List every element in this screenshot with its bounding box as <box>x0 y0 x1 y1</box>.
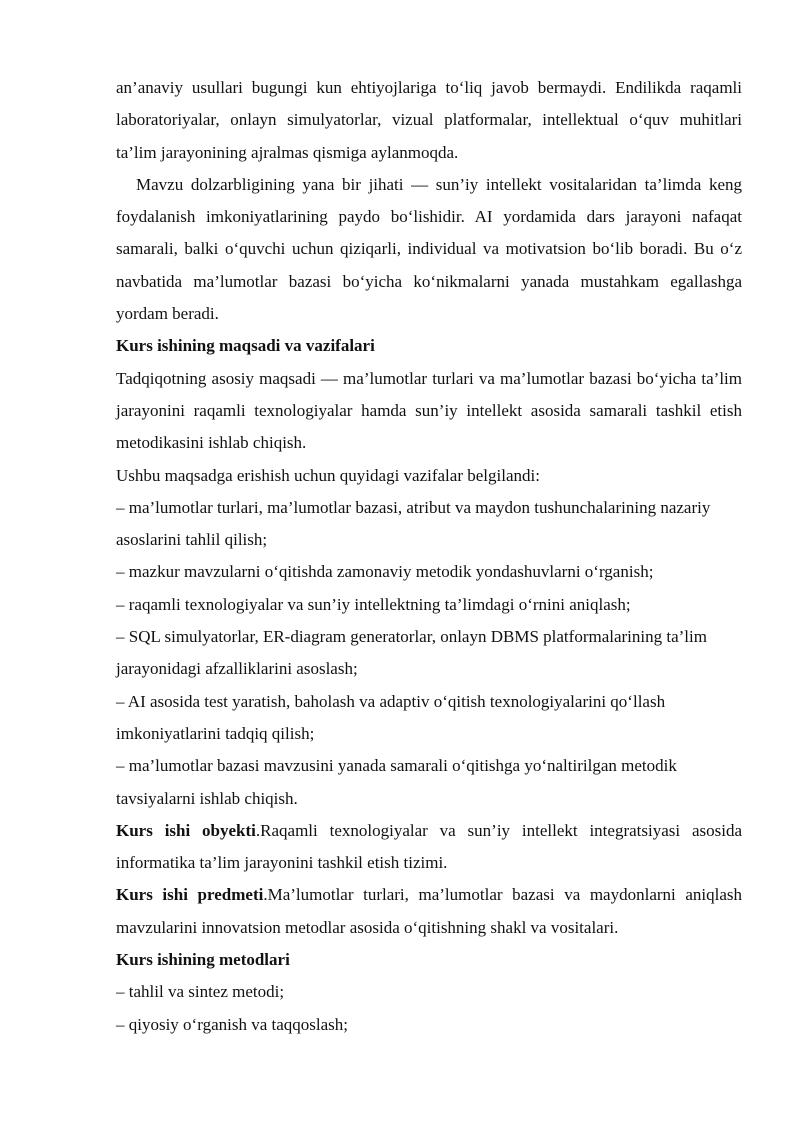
task-item: – ma’lumotlar bazasi mavzusini yanada samarali o‘qitishga yo‘naltirilgan metodik tavsiyalarni ishlab chiqish. <box>116 756 677 808</box>
paragraph-object <box>116 815 742 880</box>
task-item: – mazkur mavzularni o‘qitishda zamonaviy metodik yondashuvlarni o‘rganish; <box>116 562 654 582</box>
paragraph-goal: Tadqiqotning asosiy maqsadi — ma’lumotlar turlari va ma’lumotlar bazasi bo‘yicha ta’lim jarayonini raqamli texnologiyalar hamda sun’iy intellekt asosida samarali tashkil etish metodikasini ishlab chiqish. <box>116 368 742 453</box>
heading-goals: Kurs ishining maqsadi va vazifalari <box>116 336 375 356</box>
paragraph-intro: an’anaviy usullari bugungi kun ehtiyojlariga to‘liq javob bermaydi. Endilikda raqamli laboratoriyalar, onlayn simulyatorlar, vizual platformalar, intellektual o‘quv muhitlari ta’lim jarayonining ajralmas qismiga aylanmoqda. <box>116 78 742 162</box>
task-item: – raqamli texnologiyalar va sun’iy intellektning ta’limdagi o‘rnini aniqlash; <box>116 594 631 614</box>
task-item: – SQL simulyatorlar, ER-diagram generatorlar, onlayn DBMS platformalarining ta’lim jarayonidagi afzalliklarini asoslash; <box>116 627 707 679</box>
object-label: Kurs ishi obyekti <box>116 820 256 840</box>
subject-label: Kurs ishi predmeti <box>116 885 264 905</box>
heading-methods: Kurs ishining metodlari <box>116 950 290 970</box>
object-text: .Raqamli texnologiyalar va sun’iy intellekt integratsiyasi asosida informatika ta’lim jarayonini tashkil etish tizimi. <box>116 820 742 873</box>
document-page <box>116 72 742 1041</box>
task-item: – AI asosida test yaratish, baholash va adaptiv o‘qitish texnologiyalarini qo‘llash imkoniyatlarini tadqiq qilish; <box>116 691 666 743</box>
method-item: – tahlil va sintez metodi; <box>116 982 285 1002</box>
subject-text: .Ma’lumotlar turlari, ma’lumotlar bazasi va maydonlarni aniqlash mavzularini innovatsion metodlar asosida o‘qitishning shakl va vositalari. <box>116 885 742 937</box>
tasks-intro: Ushbu maqsadga erishish uchun quyidagi vazifalar belgilandi: <box>116 465 540 485</box>
method-item: – qiyosiy o‘rganish va taqqoslash; <box>116 1014 348 1034</box>
task-item: – ma’lumotlar turlari, ma’lumotlar bazasi, atribut va maydon tushunchalarining nazariy asoslarini tahlil qilish; <box>116 497 711 550</box>
paragraph-relevance: Mavzu dolzarbligining yana bir jihati — sun’iy intellekt vositalaridan ta’limda keng foydalanish imkoniyatlarining paydo bo‘lishidir. AI yordamida dars jarayoni nafaqat samarali, balki o‘quvchi uchun qiziqarli, individual va motivatsion bo‘lib boradi. Bu o‘z navbatida ma’lumotlar bazasi bo‘yicha ko‘nikmalarni yanada mustahkam egallashga yordam beradi. <box>116 174 742 324</box>
paragraph-subject <box>116 879 742 944</box>
